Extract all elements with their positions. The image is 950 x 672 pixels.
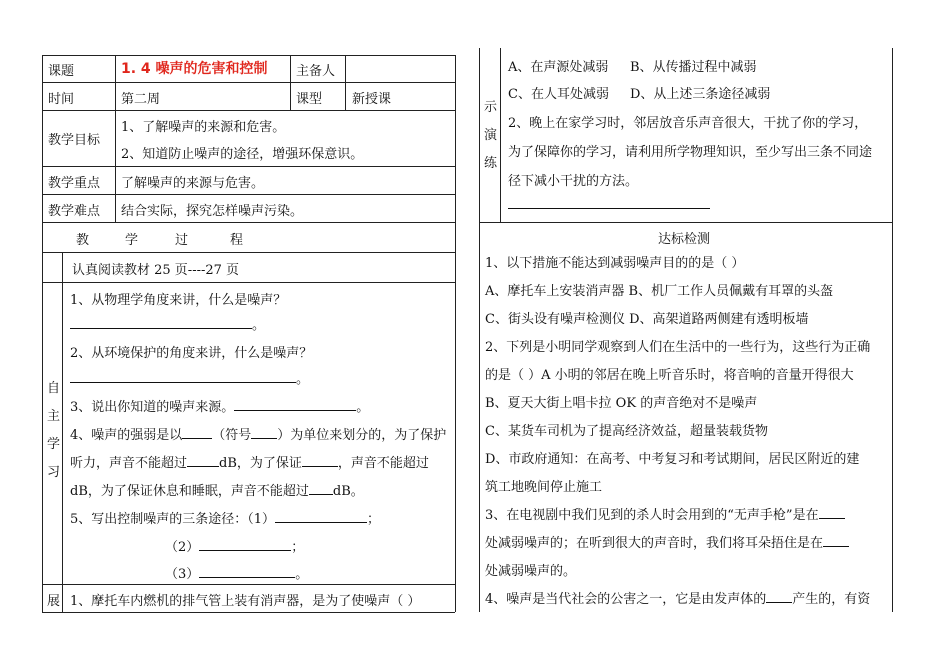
test-line: A、摩托车上安装消声器 B、机厂工作人员佩戴有耳罩的头盔 (485, 284, 834, 299)
answer-blank[interactable] (275, 508, 367, 523)
self-study-label-char: 主 (47, 409, 61, 424)
option-b: B、从传播过程中减弱 (630, 60, 757, 75)
question-text: dB，为了保证休息和睡眠，声音不能超过 dB。 (70, 480, 364, 499)
process-char: 程 (230, 233, 244, 248)
answer-blank[interactable] (302, 452, 338, 467)
test-line: B、夏天大街上唱卡拉 OK 的声音绝对不是噪声 (485, 396, 758, 411)
self-study-label-char: 习 (47, 465, 61, 480)
time-label: 时间 (48, 92, 75, 107)
question-text: （3） 。 (165, 563, 308, 582)
answer-blank[interactable] (182, 424, 212, 439)
author-label: 主备人 (296, 64, 336, 79)
answer-line[interactable] (508, 194, 710, 213)
question-text: 4、噪声的强弱是以 （符号 ）为单位来划分的，为了保护 (70, 424, 446, 443)
test-line: D、市政府通知：在高考、中考复习和考试期间，居民区附近的建 (485, 452, 860, 467)
question-text: 1、从物理学角度来讲，什么是噪声？ (70, 293, 287, 308)
question-text: 径下减小干扰的方法。 (508, 174, 639, 189)
answer-blank[interactable] (309, 480, 333, 495)
answer-line[interactable]: 。 (70, 368, 309, 387)
question-text: 2、晚上在家学习时，邻居放音乐声音很大，干扰了你的学习， (508, 116, 868, 131)
option-c: C、在人耳处减弱 (508, 87, 609, 102)
test-line: 4、噪声是当代社会的公害之一，它是由发声体的 产生的，有资 (485, 588, 870, 607)
self-study-label-char: 自 (47, 381, 61, 396)
question-text: 1、摩托车内燃机的排气管上装有消声器，是为了使噪声（ ） (70, 594, 421, 609)
answer-blank[interactable] (251, 424, 277, 439)
answer-blank[interactable] (199, 536, 291, 551)
process-char: 教 (76, 233, 90, 248)
difficulty-label: 教学难点 (48, 204, 101, 219)
question-text: （2） ； (165, 536, 304, 555)
demo-label-char: 演 (484, 128, 498, 143)
answer-blank[interactable] (234, 396, 356, 411)
self-study-label-char: 学 (47, 437, 61, 452)
answer-blank[interactable] (187, 452, 219, 467)
reading-instruction: 认真阅读教材 25 页----27 页 (72, 263, 240, 278)
answer-line[interactable]: 。 (70, 314, 265, 333)
question-text: 5、写出控制噪声的三条途径：（1） ； (70, 508, 380, 527)
test-line: 处减弱噪声的。 (485, 564, 577, 579)
goals-label: 教学目标 (48, 133, 101, 148)
question-text: 听力，声音不能超过 dB，为了保证 ，声音不能超过 (70, 452, 429, 471)
key-value: 了解噪声的来源与危害。 (121, 176, 265, 191)
process-char: 过 (175, 233, 189, 248)
key-label: 教学重点 (48, 176, 101, 191)
test-line: 处减弱噪声的；在听到很大的声音时，我们将耳朵捂住是在 (485, 532, 849, 551)
question-text: 2、从环境保护的角度来讲，什么是噪声？ (70, 346, 313, 361)
option-a: A、在声源处减弱 (508, 60, 609, 75)
test-line: 2、下列是小明同学观察到人们在生活中的一些行为，这些行为正确 (485, 340, 871, 355)
lesson-title: 1. 4 噪声的危害和控制 (121, 61, 268, 77)
question-text: 3、说出你知道的噪声来源。 。 (70, 396, 369, 415)
test-line: 筑工地晚间停止施工 (485, 480, 603, 495)
process-char: 学 (125, 233, 139, 248)
answer-blank[interactable] (823, 532, 849, 547)
type-label: 课型 (296, 92, 323, 107)
question-text: 为了保障你的学习，请利用所学物理知识，至少写出三条不同途 (508, 145, 873, 160)
test-line: C、街头设有噪声检测仪 D、高架道路两侧建有透明板墙 (485, 312, 809, 327)
test-line: 3、在电视剧中我们见到的杀人时会用到的“无声手枪”是在 (485, 504, 845, 523)
goal-item: 1、了解噪声的来源和危害。 (121, 120, 286, 135)
topic-label: 课题 (48, 64, 75, 79)
difficulty-value: 结合实际，探究怎样噪声污染。 (121, 204, 304, 219)
test-line: C、某货车司机为了提高经济效益，超量装载货物 (485, 424, 768, 439)
type-value: 新授课 (352, 92, 392, 107)
test-line: 的是（ ）A 小明的邻居在晚上听音乐时，将音响的音量开得很大 (485, 368, 854, 383)
demo-label-char: 示 (484, 100, 498, 115)
time-value: 第二周 (121, 92, 161, 107)
answer-blank[interactable] (819, 504, 845, 519)
answer-blank[interactable] (766, 588, 792, 603)
answer-blank[interactable] (199, 563, 295, 578)
test-line: 1、以下措施不能达到减弱噪声目的的是（ ） (485, 256, 745, 271)
option-d: D、从上述三条途径减弱 (630, 87, 771, 102)
demo-label-char: 练 (484, 156, 498, 171)
goal-item: 2、知道防止噪声的途径，增强环保意识。 (121, 147, 364, 162)
extension-label: 展 (47, 594, 61, 609)
test-title: 达标检测 (658, 232, 711, 247)
